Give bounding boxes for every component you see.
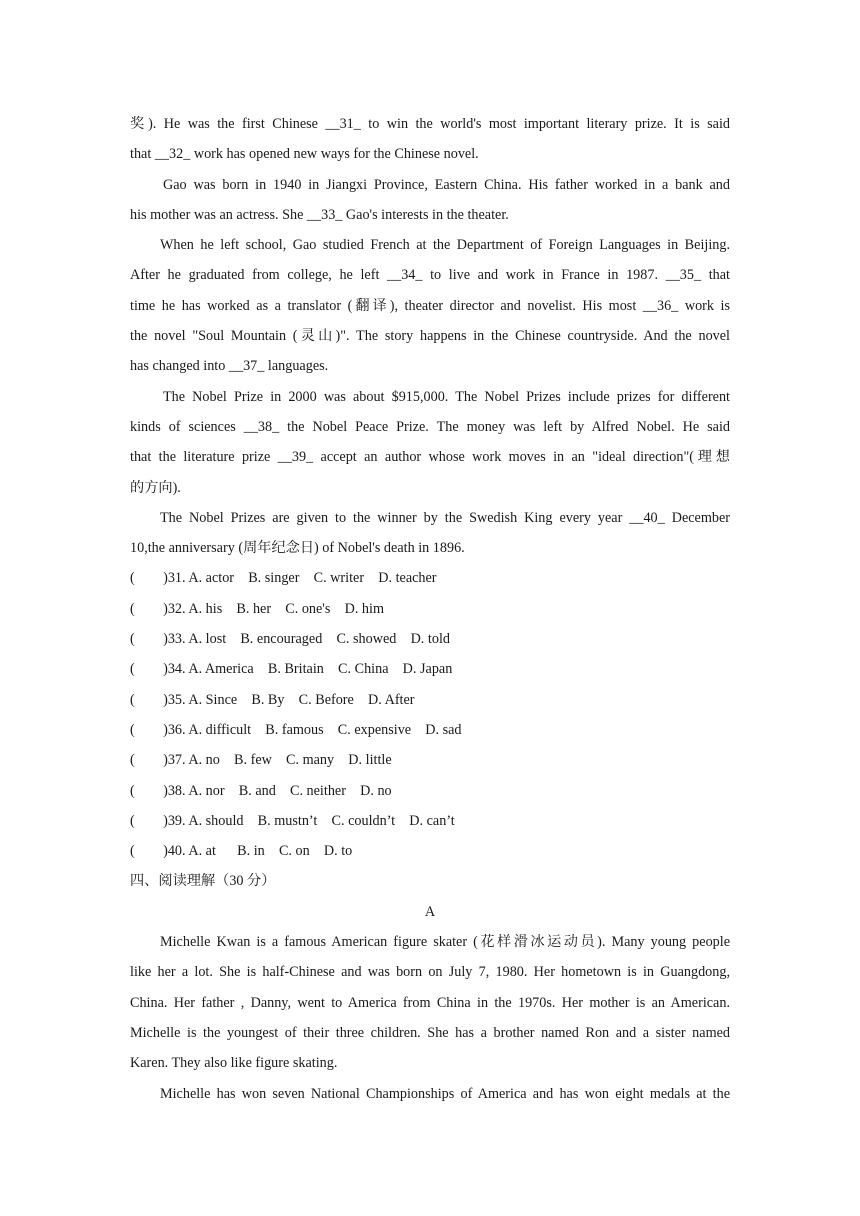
question-option-row: ( )33. A. lost B. encouraged C. showed D. told <box>130 631 450 648</box>
passage-line: the novel "Soul Mountain (灵山)". The story happens in the Chinese countryside. And the novel <box>130 328 730 345</box>
question-option-row: ( )34. A. America B. Britain C. China D. Japan <box>130 661 453 678</box>
passage-line: his mother was an actress. She __33_ Gao's interests in the theater. <box>130 206 509 223</box>
passage-line: China. Her father , Danny, went to America from China in the 1970s. Her mother is an American. <box>130 994 730 1011</box>
passage-line: that __32_ work has opened new ways for the Chinese novel. <box>130 146 479 163</box>
question-option-row: ( )38. A. nor B. and C. neither D. no <box>130 782 392 799</box>
passage-line: like her a lot. She is half-Chinese and was born on July 7, 1980. Her hometown is in Guangdong, <box>130 964 730 981</box>
question-option-row: ( )35. A. Since B. By C. Before D. After <box>130 691 415 708</box>
passage-line: When he left school, Gao studied French at the Department of Foreign Languages in Beijing. <box>160 237 730 254</box>
passage-line: Gao was born in 1940 in Jiangxi Province, Eastern China. His father worked in a bank and <box>163 176 730 193</box>
question-option-row: ( )37. A. no B. few C. many D. little <box>130 752 392 769</box>
passage-line: Michelle Kwan is a famous American figure skater (花样滑冰运动员). Many young people <box>160 934 730 951</box>
passage-line: that the literature prize __39_ accept an author whose work moves in an "ideal direction"(理想 <box>130 449 730 466</box>
passage-line: Michelle has won seven National Championships of America and has won eight medals at the <box>160 1085 730 1102</box>
passage-line: 的方向). <box>130 479 181 496</box>
question-option-row: ( )32. A. his B. her C. one's D. him <box>130 600 384 617</box>
passage-a <box>130 927 730 1109</box>
subsection-title: A <box>424 903 436 920</box>
document-page <box>130 109 730 1109</box>
passage-line: has changed into __37_ languages. <box>130 358 329 375</box>
options-list <box>130 563 730 866</box>
passage-line: Karen. They also like figure skating. <box>130 1055 338 1072</box>
question-option-row: ( )31. A. actor B. singer C. writer D. teacher <box>130 570 437 587</box>
question-option-row: ( )39. A. should B. mustn’t C. couldn’t D. can’t <box>130 812 455 829</box>
passage-line: time he has worked as a translator (翻译), theater director and novelist. His most __36_ work is <box>130 297 730 314</box>
passage-cloze <box>130 109 730 563</box>
passage-line: kinds of sciences __38_ the Nobel Peace Prize. The money was left by Alfred Nobel. He said <box>130 418 730 435</box>
question-option-row: ( )36. A. difficult B. famous C. expensive D. sad <box>130 721 462 738</box>
section-heading: 四、阅读理解（30 分） <box>130 873 276 890</box>
passage-line: After he graduated from college, he left __34_ to live and work in France in 1987. __35_ that <box>130 267 730 284</box>
passage-line: Michelle is the youngest of their three children. She has a brother named Ron and a sister named <box>130 1024 730 1041</box>
passage-line: The Nobel Prizes are given to the winner by the Swedish King every year __40_ December <box>160 509 730 526</box>
question-option-row: ( )40. A. at B. in C. on D. to <box>130 843 353 860</box>
passage-line: 10,the anniversary (周年纪念日) of Nobel's death in 1896. <box>130 540 465 557</box>
passage-line: The Nobel Prize in 2000 was about $915,000. The Nobel Prizes include prizes for different <box>163 388 730 405</box>
passage-line: 奖). He was the first Chinese __31_ to win the world's most important literary prize. It is said <box>130 116 730 132</box>
